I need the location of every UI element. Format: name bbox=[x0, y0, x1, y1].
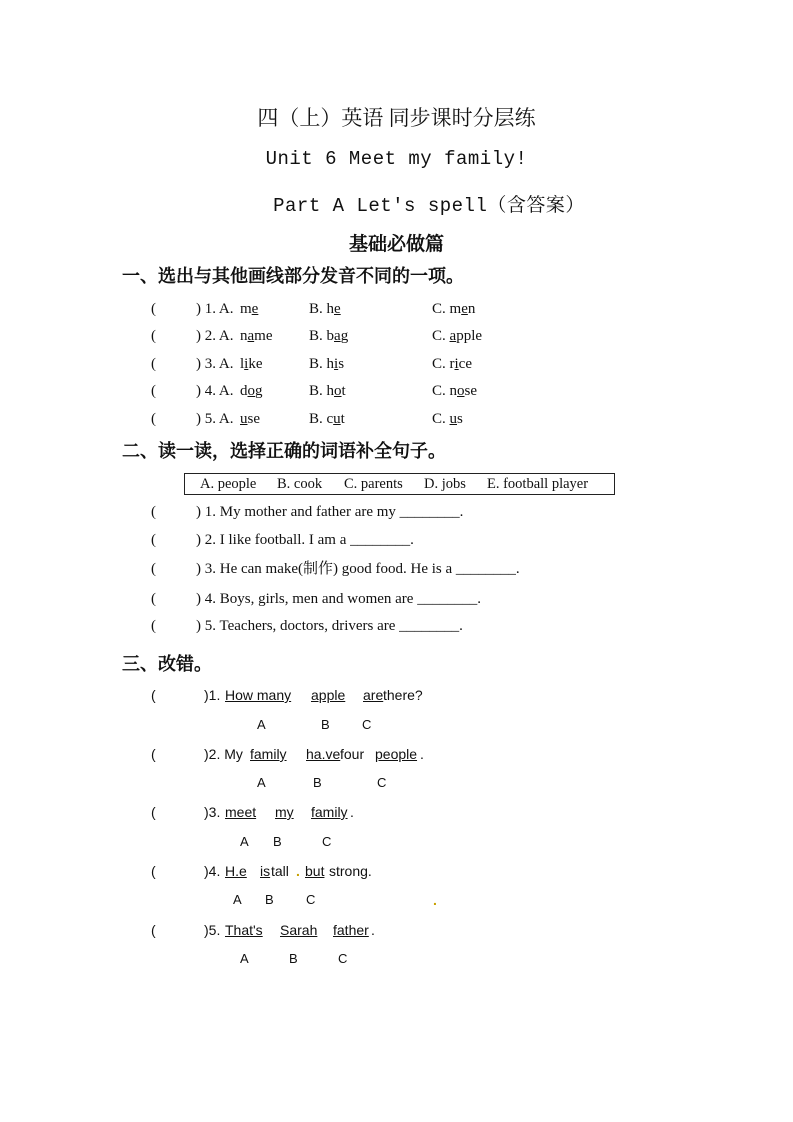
label-c: C bbox=[362, 717, 372, 732]
answer-paren-open[interactable]: ( bbox=[151, 328, 156, 344]
section3-heading: 三、改错。 bbox=[122, 654, 212, 674]
label-a: A bbox=[257, 717, 266, 732]
sentence-text: ) 1. My mother and father are my ________. bbox=[196, 504, 464, 520]
option-b[interactable]: B. hot bbox=[309, 383, 346, 399]
question-number: ) 1. A. bbox=[196, 301, 234, 317]
segment-b[interactable]: apple bbox=[311, 687, 346, 703]
word-bank-option: D. jobs bbox=[424, 476, 466, 492]
segment-end: . bbox=[350, 804, 354, 820]
label-a: A bbox=[240, 951, 249, 966]
answer-paren-open[interactable]: ( bbox=[151, 863, 156, 879]
label-c: C bbox=[306, 892, 316, 907]
sentence-text: ) 2. I like football. I am a ________. bbox=[196, 532, 414, 548]
option-b[interactable]: B. he bbox=[309, 301, 341, 317]
segment-c[interactable]: but bbox=[305, 863, 325, 879]
label-c: C bbox=[338, 951, 348, 966]
option-a[interactable]: use bbox=[240, 411, 260, 427]
segment-end: strong. bbox=[329, 863, 372, 879]
part-title: Part A Let's spell（含答案） bbox=[273, 195, 585, 217]
question-number: )4. bbox=[204, 863, 221, 879]
word-bank-option: C. parents bbox=[344, 476, 403, 492]
segment-b[interactable]: is bbox=[260, 863, 271, 879]
question-number: )3. bbox=[204, 804, 221, 820]
segment-rest: tall bbox=[271, 863, 289, 879]
option-b[interactable]: B. his bbox=[309, 356, 345, 372]
answer-paren-open[interactable]: ( bbox=[151, 804, 156, 820]
segment-rest: four bbox=[340, 746, 365, 762]
word-bank-option: B. cook bbox=[277, 476, 323, 492]
page-title: 四（上）英语 同步课时分层练 bbox=[257, 106, 536, 130]
segment-c[interactable]: are bbox=[363, 687, 384, 703]
answer-paren-open[interactable]: ( bbox=[151, 922, 156, 938]
answer-paren-open[interactable]: ( bbox=[151, 383, 156, 399]
accent-dot: . bbox=[296, 863, 300, 879]
sentence-text: ) 3. He can make(制作) good food. He is a ________. bbox=[196, 561, 520, 577]
label-a: A bbox=[257, 775, 266, 790]
answer-paren-open[interactable]: ( bbox=[151, 411, 156, 427]
level-title: 基础必做篇 bbox=[348, 234, 444, 255]
label-b: B bbox=[321, 717, 330, 732]
question-number: )5. bbox=[204, 922, 221, 938]
segment-a[interactable]: How many bbox=[225, 687, 292, 703]
stray-dot: . bbox=[433, 892, 437, 908]
answer-paren-open[interactable]: ( bbox=[151, 687, 156, 703]
segment-c[interactable]: people bbox=[375, 746, 418, 762]
answer-paren-open[interactable]: ( bbox=[151, 356, 156, 372]
option-b[interactable]: B. bag bbox=[309, 328, 349, 344]
segment-end: . bbox=[420, 746, 424, 762]
option-b[interactable]: B. cut bbox=[309, 411, 345, 427]
option-c[interactable]: C. nose bbox=[432, 383, 478, 399]
segment-a[interactable]: family bbox=[250, 746, 287, 762]
answer-paren-open[interactable]: ( bbox=[151, 746, 156, 762]
label-c: C bbox=[322, 834, 332, 849]
segment-a[interactable]: That's bbox=[225, 922, 263, 938]
answer-paren-open[interactable]: ( bbox=[151, 532, 156, 548]
option-a[interactable]: me bbox=[240, 301, 259, 317]
option-c[interactable]: C. apple bbox=[432, 328, 483, 344]
word-bank-box bbox=[184, 473, 615, 495]
segment-b[interactable]: my bbox=[275, 804, 294, 820]
option-c[interactable]: C. men bbox=[432, 301, 476, 317]
unit-title: Unit 6 Meet my family! bbox=[265, 148, 528, 170]
label-a: A bbox=[233, 892, 242, 907]
word-bank-option: E. football player bbox=[487, 476, 589, 492]
answer-paren-open[interactable]: ( bbox=[151, 618, 156, 634]
segment-end: . bbox=[371, 922, 375, 938]
sentence-text: ) 5. Teachers, doctors, drivers are ________. bbox=[196, 618, 463, 634]
sentence-text: ) 4. Boys, girls, men and women are ________. bbox=[196, 591, 481, 607]
option-c[interactable]: C. rice bbox=[432, 356, 472, 372]
option-c[interactable]: C. us bbox=[432, 411, 463, 427]
label-b: B bbox=[289, 951, 298, 966]
question-number: ) 4. A. bbox=[196, 383, 234, 399]
segment-b[interactable]: Sarah bbox=[280, 922, 318, 938]
label-b: B bbox=[273, 834, 282, 849]
section2-heading: 二、读一读，选择正确的词语补全句子。 bbox=[122, 441, 446, 461]
segment-c[interactable]: father bbox=[333, 922, 369, 938]
answer-paren-open[interactable]: ( bbox=[151, 561, 156, 577]
option-a[interactable]: dog bbox=[240, 383, 263, 399]
section1-heading: 一、选出与其他画线部分发音不同的一项。 bbox=[122, 266, 464, 286]
segment-rest: there? bbox=[383, 687, 423, 703]
question-number: ) 5. A. bbox=[196, 411, 234, 427]
question-number: )2. My bbox=[204, 746, 243, 762]
label-c: C bbox=[377, 775, 387, 790]
segment-c[interactable]: family bbox=[311, 804, 348, 820]
segment-a[interactable]: H.e bbox=[225, 863, 247, 879]
segment-b[interactable]: ha.ve bbox=[306, 746, 341, 762]
question-number: ) 2. A. bbox=[196, 328, 234, 344]
label-b: B bbox=[265, 892, 274, 907]
answer-paren-open[interactable]: ( bbox=[151, 591, 156, 607]
question-number: ) 3. A. bbox=[196, 356, 234, 372]
option-a[interactable]: name bbox=[240, 328, 273, 344]
label-a: A bbox=[240, 834, 249, 849]
answer-paren-open[interactable]: ( bbox=[151, 301, 156, 317]
word-bank-option: A. people bbox=[200, 476, 257, 492]
question-number: )1. bbox=[204, 687, 221, 703]
option-a[interactable]: like bbox=[240, 356, 263, 372]
answer-paren-open[interactable]: ( bbox=[151, 504, 156, 520]
segment-a[interactable]: meet bbox=[225, 804, 257, 820]
label-b: B bbox=[313, 775, 322, 790]
